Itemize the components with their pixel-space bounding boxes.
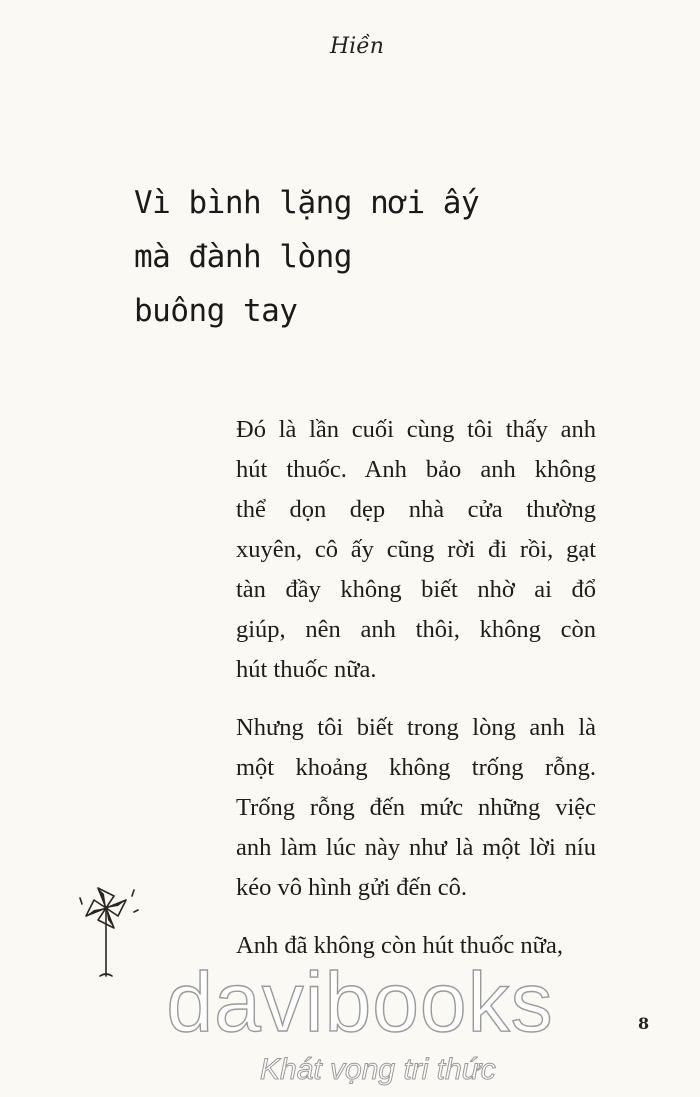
- chapter-title-line: Vì bình lặng nơi ấy: [134, 185, 480, 221]
- text-line: Trống rỗng đến mức những việc: [236, 794, 596, 821]
- text-line: một khoảng không trống rỗng.: [236, 754, 596, 781]
- pinwheel-icon: [76, 874, 146, 984]
- text-line: anh làm lúc này như là một lời níu: [236, 834, 596, 861]
- text-line: hút thuốc. Anh bảo anh không: [236, 456, 596, 483]
- chapter-title-line: buông tay: [134, 293, 298, 329]
- watermark-tagline: Khát vọng tri thức: [260, 1053, 496, 1086]
- body-text: [236, 410, 596, 984]
- chapter-title-line: mà đành lòng: [134, 239, 352, 275]
- text-line: kéo vô hình gửi đến cô.: [236, 874, 468, 901]
- paragraph-1: [236, 410, 596, 690]
- running-head: Hiền: [330, 34, 384, 59]
- page-number: 8: [638, 1014, 650, 1033]
- text-line: Nhưng tôi biết trong lòng anh là: [236, 714, 596, 741]
- text-line: xuyên, cô ấy cũng rời đi rồi, gạt: [236, 536, 596, 563]
- text-line: Anh đã không còn hút thuốc nữa,: [236, 932, 563, 959]
- text-line: Đó là lần cuối cùng tôi thấy anh: [236, 416, 596, 443]
- watermark-logo: davibooks: [166, 955, 554, 1049]
- text-line: hút thuốc nữa.: [236, 656, 377, 683]
- paragraph-2: [236, 708, 596, 908]
- text-line: tàn đầy không biết nhờ ai đổ: [236, 576, 596, 603]
- text-line: thể dọn dẹp nhà cửa thường: [236, 496, 596, 523]
- chapter-title: [134, 176, 654, 338]
- text-line: giúp, nên anh thôi, không còn: [236, 616, 596, 643]
